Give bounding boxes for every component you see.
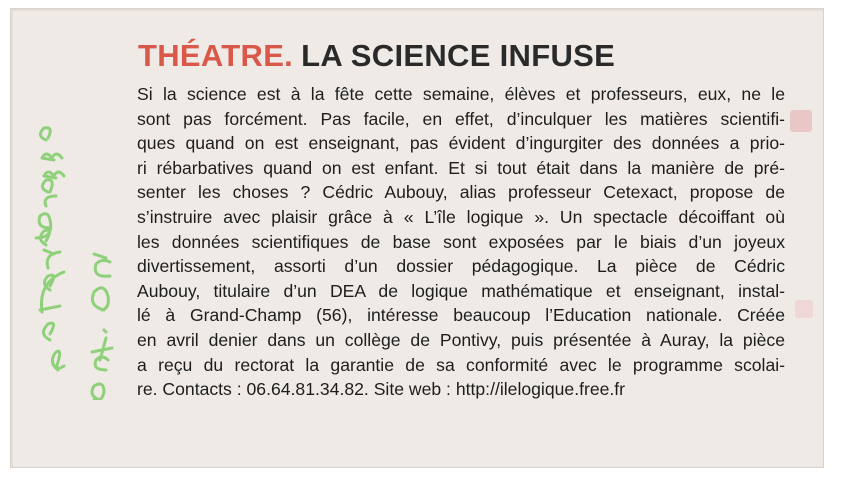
article-line: en avril denier dans un collège de Pontivy, puis présentée à Auray, la pièce (137, 329, 785, 350)
article-line: a reçu du rectorat la garantie de sa conformité avec le programme scolai- (137, 354, 785, 375)
article-line: s’instruire avec plaisir grâce à « L’île logique ». Un spectacle décoiffant où (137, 206, 785, 227)
headline (138, 38, 615, 74)
show-through-mark (795, 300, 813, 318)
article-line: Si la science est à la fête cette semaine, élèves et professeurs, eux, ne le (137, 84, 785, 104)
article-line-contacts: re. Contacts : 06.64.81.34.82. Site web : http://ilelogique.free.fr (137, 379, 626, 400)
article-line: divertissement, assorti d’un dossier pédagogique. La pièce de Cédric (137, 256, 785, 277)
article-line: sont pas forcément. Pas facile, en effet, d’inculquer les matières scientifi- (137, 108, 785, 129)
article-line: ques quand on est enseignant, pas évident d’ingurgiter des données a prio- (137, 133, 785, 154)
article-line: Aubouy, titulaire d’un DEA de logique mathématique et enseignant, instal- (137, 280, 785, 301)
article-body (137, 82, 785, 402)
article-line: senter les choses ? Cédric Aubouy, alias professeur Cetexact, propose de (137, 182, 785, 203)
handwritten-note (20, 40, 130, 400)
article-line: lé à Grand-Champ (56), intéresse beaucoup l’Education nationale. Créée (137, 305, 785, 326)
article-line: les données scientifiques de base sont exposées par le biais d’un joyeux (137, 231, 785, 252)
headline-title: LA SCIENCE INFUSE (301, 38, 616, 73)
article-line: ri rébarbatives quand on est enfant. Et si tout était dans la manière de pré- (137, 157, 785, 178)
show-through-mark (790, 110, 812, 132)
headline-kicker: THÉATRE. (138, 38, 294, 73)
